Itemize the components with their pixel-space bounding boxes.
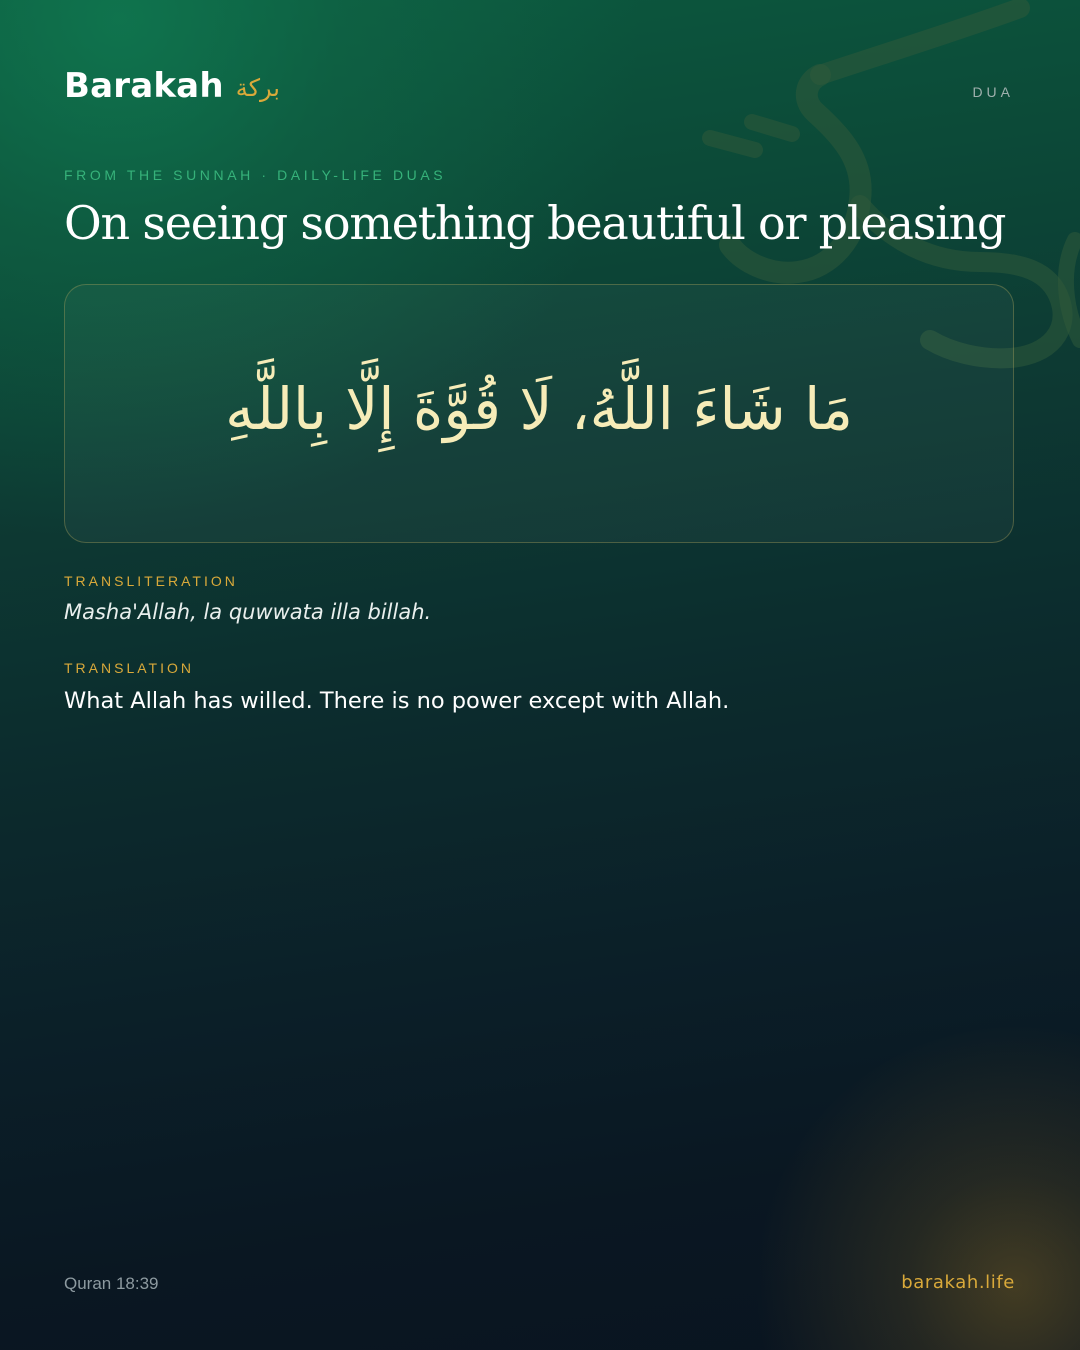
transliteration-label: TRANSLITERATION [64,573,238,589]
eyebrow-label: FROM THE SUNNAH · DAILY-LIFE DUAS [64,167,447,183]
website-link[interactable]: barakah.life [901,1272,1015,1293]
arabic-dua-card [64,284,1014,543]
brand-arabic-wordmark: بركة [235,74,280,102]
category-label: DUA [972,84,1014,100]
translation-text: What Allah has willed. There is no power except with Allah. [64,688,730,714]
arabic-dua-text: مَا شَاءَ اللَّهُ، لَا قُوَّةَ إِلَّا بِاللَّهِ [225,374,853,443]
translation-label: TRANSLATION [64,660,194,676]
brand-name: Barakah [64,66,224,106]
brand-logo[interactable] [64,66,280,106]
source-reference: Quran 18:39 [64,1274,159,1293]
page-title: On seeing something beautiful or pleasing [64,196,1006,250]
transliteration-text: Masha'Allah, la quwwata illa billah. [64,600,432,624]
